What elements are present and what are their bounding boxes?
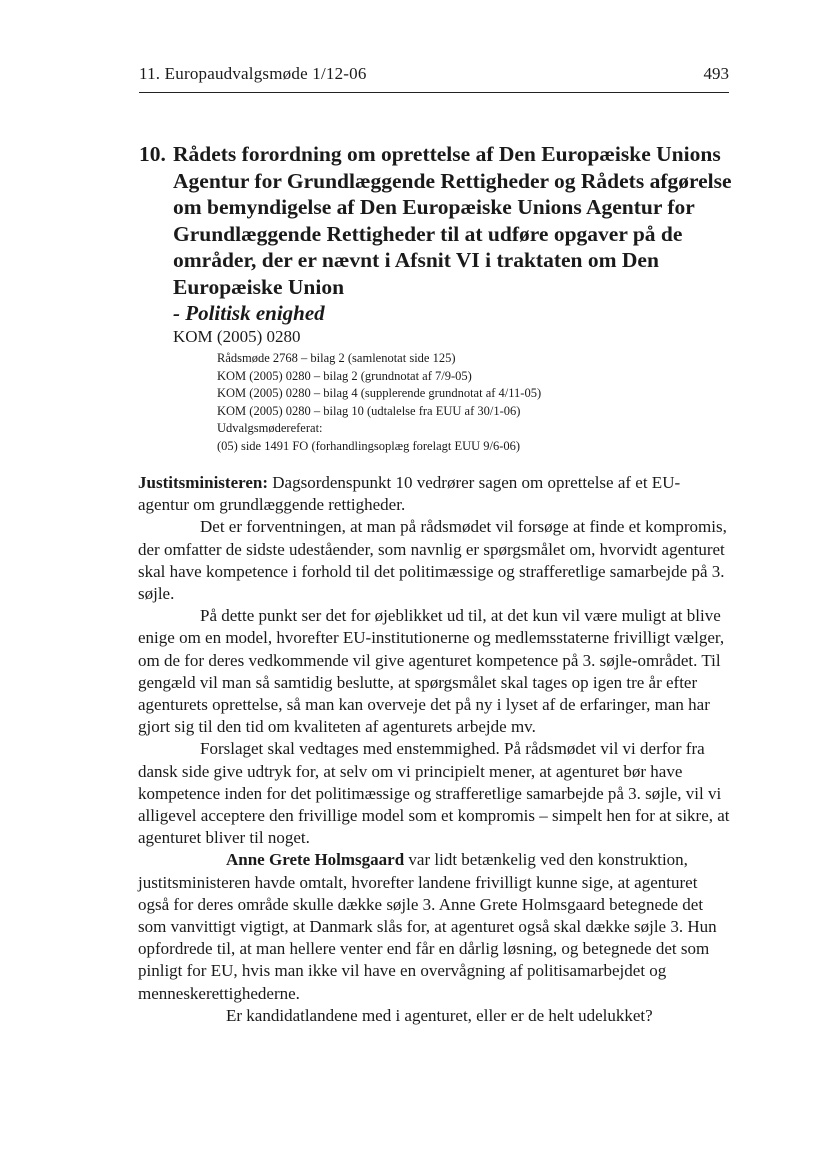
agenda-number: 10.	[139, 142, 166, 166]
reference-line: KOM (2005) 0280 – bilag 4 (supplerende grundnotat af 4/11-05)	[217, 386, 542, 401]
paragraph: Anne Grete Holmsgaard var lidt betænkelig ved den konstruktion, justitsministeren havde omtalt, hvorefter landene frivilligt kunne sige, at agenturet også for deres område skulle dække søjle 3. Anne Grete Holmsgaard betegnede det som vanvittigt vigtigt, at Danmark slås for, at agenturet også skal dække søjle 3. Hun opfordrede til, at man hellere venter end får en dårlig løsning, og betegnede det som pinligt for EU, hvis man ikke vil have en overvågning af politisamarbejdet og menneskerettighederne.	[138, 850, 717, 1003]
reference-line: KOM (2005) 0280 – bilag 2 (grundnotat af 7/9-05)	[217, 368, 472, 383]
speaker-name: Anne Grete Holmsgaard	[226, 850, 405, 870]
paragraph: På dette punkt ser det for øjeblikket ud til, at det kun vil være muligt at blive enige om en model, hvorefter EU-institutionerne og medlemsstaterne frivilligt vælger, om de for deres vedkommende vil give agenturet kompetence på 3. søjle-området. Til gengæld vil man så samtidig beslutte, at spørgsmålet skal tages op igen tre år efter agenturets oprettelse, så man kan overveje det på ny i lyset af de erfaringer, man har gjort sig til den tid om kvaliteten af agenturets arbejde mv.	[138, 606, 725, 737]
reference-line: (05) side 1491 FO (forhandlingsoplæg forelagt EUU 9/6-06)	[217, 438, 521, 453]
header-meeting-title: 11. Europaudvalgsmøde 1/12-06	[139, 64, 367, 83]
reference-line: Rådsmøde 2768 – bilag 2 (samlenotat side 125)	[217, 351, 456, 365]
agenda-item	[139, 141, 739, 456]
speaker-name: Justitsministeren:	[138, 473, 269, 492]
kom-reference: KOM (2005) 0280	[173, 327, 301, 346]
page-number: 493	[703, 64, 729, 83]
reference-line: KOM (2005) 0280 – bilag 10 (udtalelse fra EUU af 30/1-06)	[217, 403, 521, 418]
minutes-body	[138, 472, 730, 1027]
reference-list	[217, 350, 739, 456]
page-header	[139, 60, 729, 93]
reference-line: Udvalgsmødereferat:	[217, 421, 323, 436]
paragraph: Er kandidatlandene med i agenturet, eller er de helt udelukket?	[226, 1005, 653, 1025]
agenda-subtitle: - Politisk enighed	[173, 301, 325, 325]
paragraph: Det er forventningen, at man på rådsmødet vil forsøge at finde et kompromis, der omfatter de sidste udeståender, som navnlig er spørgsmålet om, hvorvidt agenturet skal have kompetence i forhold til det politimæssige og strafferetlige samarbejde på 3. søjle.	[138, 517, 727, 604]
paragraph: Forslaget skal vedtages med enstemmighed. På rådsmødet vil vi derfor fra dansk side give udtryk for, at selv om vi principielt mener, at agenturet bør have kompetence inden for det politimæssige og strafferetlige samarbejde på 3. søjle, vil vi alligevel acceptere den frivillige model som et kompromis – simpelt hen for at sikre, at agenturet bliver til noget.	[138, 739, 730, 848]
paragraph: Justitsministeren: Dagsordenspunkt 10 vedrører sagen om oprettelse af et EU-agentur om grundlæggende rettigheder.	[138, 473, 681, 515]
agenda-title	[139, 141, 739, 300]
agenda-title-text: Rådets forordning om oprettelse af Den Europæiske Unions Agentur for Grundlæggende Rettigheder og Rådets afgørelse om bemyndigelse af Den Europæiske Unions Agentur for Grundlæggende Rettigheder til at udføre opgaver på de områder, der er nævnt i Afsnit VI i traktaten om Den Europæiske Union	[173, 142, 732, 299]
